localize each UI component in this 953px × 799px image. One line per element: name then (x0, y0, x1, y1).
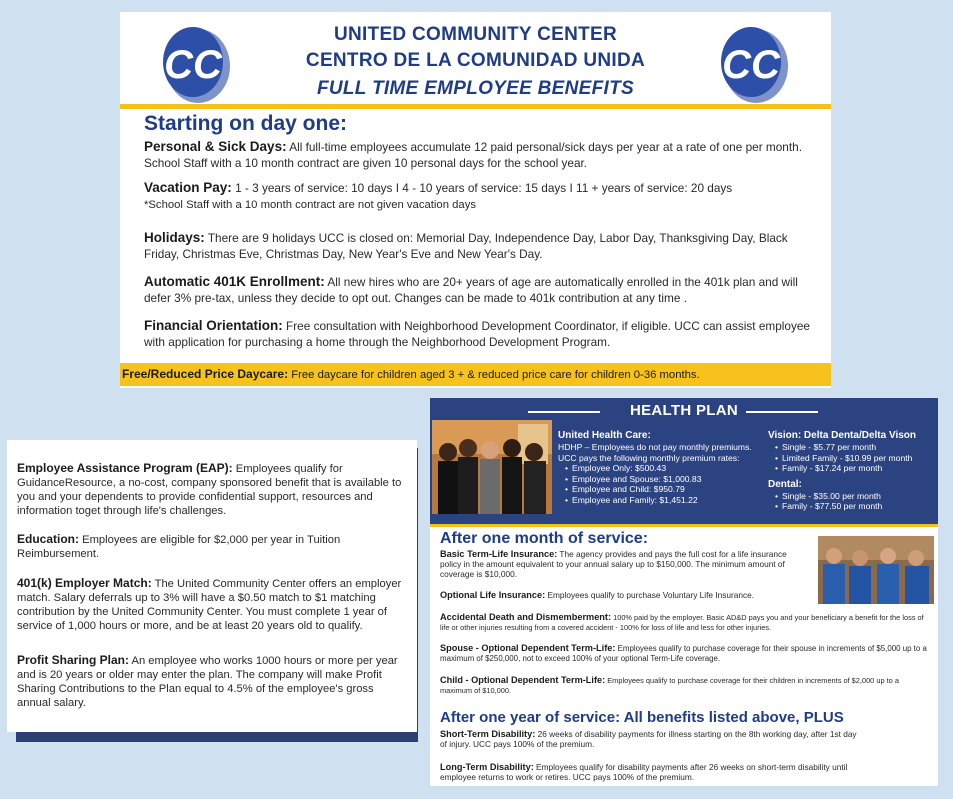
list-item: • Single - $35.00 per month (768, 491, 936, 502)
benefit-sick-days (144, 139, 824, 171)
benefit-label: Accidental Death and Dismemberment: (440, 612, 612, 622)
svg-text:CC: CC (164, 43, 222, 87)
benefit-401k-match (17, 576, 409, 633)
benefit-label: Employee Assistance Program (EAP): (17, 461, 233, 475)
benefit-text: Employees are eligible for $2,000 per year in Tuition Reimbursement. (17, 534, 341, 560)
benefit-text: All full-time employees accumulate 12 paid personal/sick days per year at a rate of one per month. School Staff with a 10 month contract are given 10 personal days for the school year. (144, 140, 802, 170)
vision-dental-rates (768, 430, 936, 512)
section-heading-one-month: After one month of service: (440, 530, 649, 547)
list-item: • Family - $17.24 per month (768, 463, 936, 474)
benefit-label: Basic Term-Life Insurance: (440, 549, 558, 559)
panel-divider (430, 524, 938, 527)
benefit-label: Optional Life Insurance: (440, 590, 546, 600)
benefit-text: An employee who works 1000 hours or more per year and is 20 years or older may enter the plan. The company will make Profit Sharing Contributions to the Plan equal to 4.5% of the employee's gross annual salary. (17, 655, 398, 709)
benefit-label: Spouse - Optional Dependent Term-Life: (440, 643, 616, 653)
benefit-text: Employees qualify to purchase coverage for their spouse in increments of $5,000 up to a maximum of $250,000, not to exceed 100% of your optional Term-Life coverage. (440, 644, 927, 663)
benefit-spouse-term-life (440, 643, 930, 664)
section-heading-one-year: After one year of service: All benefits listed above, PLUS (440, 709, 844, 726)
benefit-label: Child - Optional Dependent Term-Life: (440, 675, 606, 685)
vision-heading: Vision: Delta Denta/Delta Vison (768, 430, 917, 441)
benefit-label: Holidays: (144, 230, 205, 245)
benefit-label: Education: (17, 532, 79, 546)
benefit-401k-enrollment (144, 274, 824, 306)
benefit-text: Employees qualify for GuidanceResource, a no-cost, company sponsored benefit that is available to you and your dependents to provide confidential support, resources and information toget through life's challenges. (17, 463, 402, 517)
benefit-label: Financial Orientation: (144, 318, 283, 333)
benefit-label: Long-Term Disability: (440, 762, 534, 772)
benefit-label: Personal & Sick Days: (144, 139, 287, 154)
list-item: • Employee and Child: $950.79 (558, 484, 758, 495)
svg-text:CC: CC (722, 43, 780, 87)
benefit-daycare-banner (120, 363, 831, 386)
document-title: FULL TIME EMPLOYEE BENEFITS (316, 78, 635, 99)
benefit-text: Employees qualify to purchase coverage for their children in increments of $2,000 up to a maximum of $10,000. (440, 676, 899, 695)
org-name-spanish: CENTRO DE LA COMUNIDAD UNIDA (305, 50, 646, 71)
benefit-vacation-pay (144, 180, 824, 213)
header-divider (120, 104, 831, 109)
health-and-insurance-card (430, 398, 938, 786)
benefit-profit-sharing (17, 653, 409, 710)
staff-group-photo (432, 420, 552, 514)
benefit-text: Employees qualify for disability payments after 26 weeks on short-term disability until employee returns to work or retires. UCC pays 100% of the premium. (440, 762, 848, 782)
list-item: • Employee Only: $500.43 (558, 463, 758, 474)
uhc-line: UCC pays the following monthly premium rates: (558, 452, 740, 463)
benefit-label: Vacation Pay: (144, 180, 232, 195)
benefit-text: 26 weeks of disability payments for illness starting on the 8th working day, after 1st day of injury. UCC pays 100% of the premium. (440, 729, 857, 749)
benefit-long-term-disability (440, 762, 880, 782)
list-item: • Employee and Family: $1,451.22 (558, 495, 758, 506)
uhc-heading: United Health Care: (558, 430, 651, 441)
benefit-text: Free daycare for children aged 3 + & reduced price care for children 0-36 months. (288, 369, 700, 381)
list-item: • Family - $77.50 per month (768, 501, 936, 512)
benefit-text: Free consultation with Neighborhood Development Coordinator, if eligible. UCC can assist employee with application for purchasing a home through the Neighborhood Development Program. (144, 319, 810, 349)
benefit-label: Profit Sharing Plan: (17, 653, 130, 667)
benefit-short-term-disability (440, 729, 860, 749)
benefit-text: Employees qualify to purchase Voluntary Life Insurance. (545, 590, 755, 600)
additional-benefits-card (7, 440, 417, 732)
section-heading-day-one: Starting on day one: (144, 112, 348, 135)
health-plan-panel (430, 398, 938, 524)
united-health-care-rates (558, 430, 758, 506)
day-one-benefits-card (120, 12, 831, 388)
benefit-label: Free/Reduced Price Daycare: (122, 367, 289, 381)
benefit-education (17, 532, 409, 561)
benefit-basic-term-life (440, 549, 808, 579)
benefit-optional-life (440, 590, 930, 600)
benefit-label: Automatic 401K Enrollment: (144, 274, 325, 289)
vacation-note: *School Staff with a 10 month contract are not given vacation days (144, 199, 476, 211)
benefit-text: The United Community Center offers an employer match. Salary deferrals up to 3% will have a $0.50 match to $1 matching contribution by the United Community Center. You must complete 1 year of service of 1,000 hours or more, and be at least 20 years old to qualify. (17, 578, 402, 632)
benefit-eap (17, 461, 409, 518)
benefit-label: 401(k) Employer Match: (17, 576, 152, 590)
list-item: • Employee and Spouse: $1,000.83 (558, 474, 758, 485)
benefit-text: 100% paid by the employer. Basic AD&D pays you and your beneficiary a benefit for the loss of life or other injuries resulting from a covered accident - 100% for loss of life and less for other injuries. (440, 613, 924, 632)
health-plan-title: HEALTH PLAN (629, 402, 738, 419)
benefit-text: All new hires who are 20+ years of age are automatically enrolled in the 401k plan and will defer 3% pre-tax, unless they decide to opt out. Changes can be made to 401k contribution at any time . (144, 275, 798, 305)
dental-heading: Dental: (768, 478, 802, 490)
benefit-text: The agency provides and pays the full cost for a life insurance policy in the amount equivalent to your annual salary up to $150,000. The minimum amount of coverage is $10,000. (440, 549, 787, 579)
list-item: • Single - $5.77 per month (768, 442, 936, 453)
benefit-financial-orientation (144, 318, 824, 350)
benefit-child-term-life (440, 675, 930, 696)
list-item: • Limited Family - $10.99 per month (768, 453, 936, 464)
benefit-holidays (144, 230, 824, 262)
benefit-text: 1 - 3 years of service: 10 days I 4 - 10 years of service: 15 days I 11 + years of service: 20 days (231, 181, 733, 195)
org-name-english: UNITED COMMUNITY CENTER (333, 24, 618, 45)
benefit-label: Short-Term Disability: (440, 729, 536, 739)
benefit-ad-and-d (440, 612, 930, 633)
benefit-text: There are 9 holidays UCC is closed on: Memorial Day, Independence Day, Labor Day, Thanksgiving Day, Black Friday, Christmas Eve, Christmas Day, New Year's Eve and New Year's Day. (144, 231, 788, 261)
uhc-line: HDHP – Employees do not pay monthly premiums. (558, 442, 752, 452)
